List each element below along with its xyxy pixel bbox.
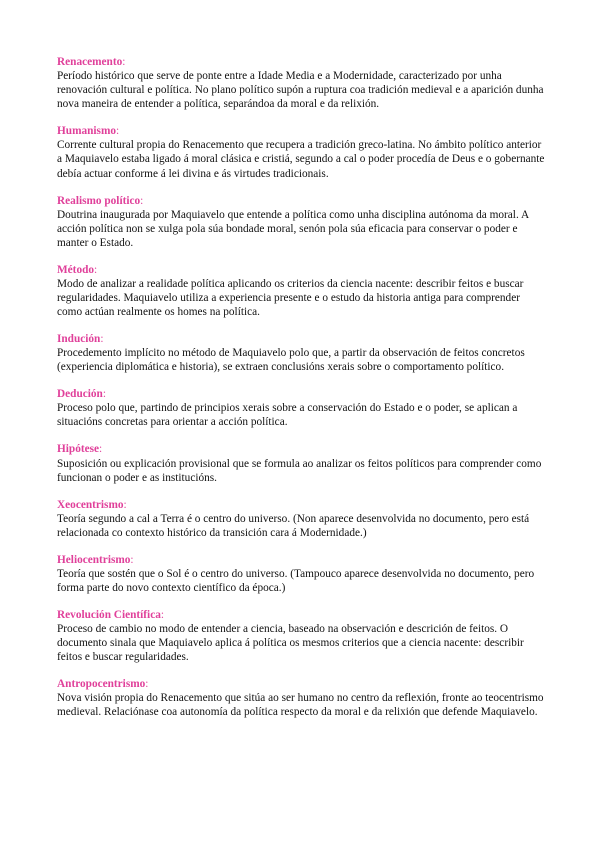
glossary-entry-deducion [57,387,547,429]
glossary-term: Método: [57,263,98,276]
glossary-definition: Proceso polo que, partindo de principios xerais sobre a conservación do Estado e o poder, se aplican a situacións concretas para orientar a acción política. [57,402,518,429]
glossary-entry-metodo [57,263,547,319]
glossary-definition: Teoría que sostén que o Sol é o centro do universo. (Tampouco aparece desenvolvida no documento, pero forma parte do novo contexto científico da época.) [57,567,535,594]
glossary-term: Revolución Científica: [57,608,164,621]
glossary-term: Realismo político: [57,194,144,207]
glossary-definition: Corrente cultural propia do Renacemento que recupera a tradición greco-latina. No ámbito político anterior a Maquiavelo estaba ligado á moral clásica e cristiá, segundo a cal o poder procedía de Deus e o gobernante debía actuar conforme á lei divina e ás virtudes tradicionais. [57,139,545,180]
glossary-definition: Doutrina inaugurada por Maquiavelo que entende a política como unha disciplina autónoma da moral. A acción política non se xulga pola súa bondade moral, senón pola súa eficacia para conservar o poder e manter o Estado. [57,208,529,249]
glossary-term: Renacemento: [57,56,126,68]
glossary-term: Humanismo: [57,125,120,138]
glossary-definition: Procedemento implícito no método de Maquiavelo polo que, a partir da observación de feitos concretos (experiencia diplomática e historia), se extraen conclusións xerais sobre o comportamento político. [57,347,525,374]
glossary-definition: Modo de analizar a realidade política aplicando os criterios da ciencia nacente: describir feitos e buscar regularidades. Maquiavelo utiliza a experiencia presente e o estudo da historia antiga para comprender como actúan realmente os homes na política. [57,277,524,319]
glossary-term: Antropocentrismo: [57,678,149,691]
glossary-page [57,55,547,732]
glossary-definition: Suposición ou explicación provisional que se formula ao analizar os feitos políticos para comprender como funcionan o poder e as institucións. [57,457,542,484]
glossary-definition: Teoría segundo a cal a Terra é o centro do universo. (Non aparece desenvolvida no documento, pero está relacionada co contexto histórico da transición cara á Modernidade.) [57,512,530,539]
glossary-entry-humanismo [57,124,547,180]
glossary-definition: Período histórico que serve de ponte entre a Idade Media e a Modernidade, caracterizado por unha renovación cultural e política. No plano político supón a ruptura coa tradición medieval e a aparición dunha nova maneira de entender a política, separándoa da moral e da relixión. [57,70,544,111]
glossary-term: Dedución: [57,388,106,401]
glossary-entry-revolucion-cientifica [57,608,547,664]
glossary-entry-hipotese [57,442,547,484]
glossary-entry-antropocentrismo [57,677,547,719]
glossary-entry-inducion [57,332,547,374]
glossary-term: Indución: [57,333,104,346]
glossary-entry-xeocentrismo [57,498,547,540]
glossary-entry-realismo-politico [57,194,547,250]
glossary-definition: Nova visión propia do Renacemento que sitúa ao ser humano no centro da reflexión, fronte ao teocentrismo medieval. Relaciónase coa autonomía da política respecto da moral e da relixión que defende Maquiavelo. [57,692,544,719]
glossary-term: Hipótese: [57,443,103,456]
glossary-term: Xeocentrismo: [57,498,127,511]
glossary-definition: Proceso de cambio no modo de entender a ciencia, baseado na observación e descrición de feitos. O documento sinala que Maquiavelo aplica á política os mesmos criterios que a ciencia nacente: describir feitos e buscar regularidades. [57,623,524,664]
glossary-entry-heliocentrismo [57,553,547,595]
glossary-entry-renacemento [57,55,547,111]
glossary-term: Heliocentrismo: [57,553,134,566]
